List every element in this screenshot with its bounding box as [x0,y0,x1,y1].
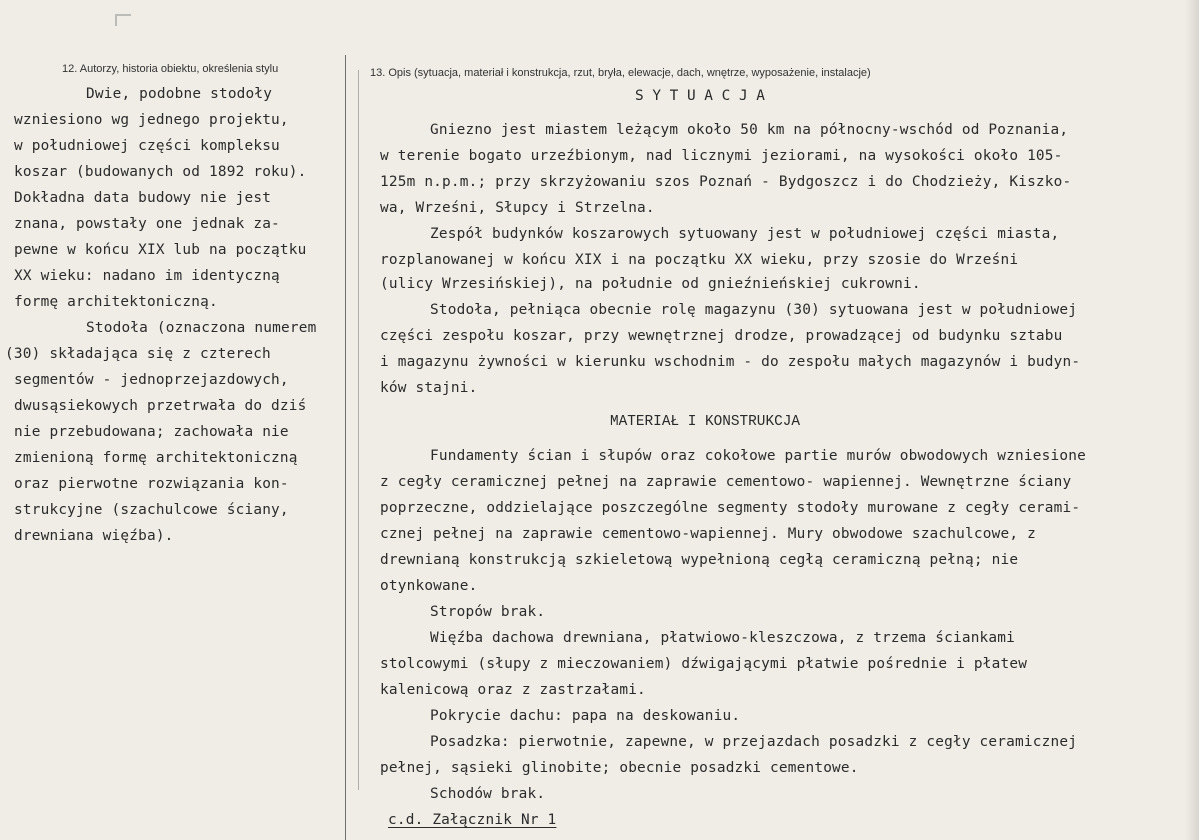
situation-line: rozplanowanej w końcu XIX i na początku XX wieku, przy szosie do Wrześni [380,252,1019,268]
left-line: koszar (budowanych od 1892 roku). [14,164,307,180]
situation-line: (ulicy Wrzesińskiej), na południe od gnieźnieńskiej cukrowni. [380,276,921,292]
situation-line: 125m n.p.m.; przy skrzyżowaniu szos Poznań - Bydgoszcz i do Chodzieży, Kiszko- [380,174,1072,190]
left-line: pewne w końcu XIX lub na początku [14,242,307,258]
material-line: Posadzka: pierwotnie, zapewne, w przejazdach posadzki z cegły ceramicznej [430,734,1078,750]
situation-line: w terenie bogato urzeźbionym, nad licznymi jeziorami, na wysokości około 105- [380,148,1063,164]
left-line: Dokładna data budowy nie jest [14,190,272,206]
left-line: segmentów - jednoprzejazdowych, [14,372,289,388]
left-line: (30) składająca się z czterech [5,346,271,362]
situation-line: ków stajni. [380,380,478,396]
material-line: stolcowymi (słupy z mieczowaniem) dźwigającymi płatwie pośrednie i płatew [380,656,1028,672]
situation-line: części zespołu koszar, przy wewnętrznej drodze, prowadzącej od budynku sztabu [380,328,1063,344]
column-divider-inner [358,70,359,790]
sheet-edge-shadow [1185,0,1199,840]
left-line: dwusąsiekowych przetrwała do dziś [14,398,307,414]
material-line: Więźba dachowa drewniana, płatwiowo-kleszczowa, z trzema ściankami [430,630,1016,646]
situation-line: Stodoła, pełniąca obecnie rolę magazynu (30) sytuowana jest w południowej [430,302,1078,318]
column-divider [345,55,346,840]
material-line: Pokrycie dachu: papa na deskowaniu. [430,708,741,724]
situation-line: wa, Wrześni, Słupcy i Strzelna. [380,200,655,216]
left-column-header: 12. Autorzy, historia obiektu, określenia stylu [62,63,279,75]
left-line: nie przebudowana; zachowała nie [14,424,289,440]
material-line: Stropów brak. [430,604,546,620]
left-line: strukcyjne (szachulcowe ściany, [14,502,289,518]
material-line: pełnej, sąsieki glinobite; obecnie posadzki cementowe. [380,760,859,776]
material-line: cznej pełnej na zaprawie cementowo-wapiennej. Mury obwodowe szachulcowe, z [380,526,1036,542]
section-heading-situation: S Y T U A C J A [635,88,765,104]
left-line: wzniesiono wg jednego projektu, [14,112,289,128]
staple-mark [115,14,131,26]
material-line: kalenicową oraz z zastrzałami. [380,682,646,698]
situation-line: i magazynu żywności w kierunku wschodnim - do zespołu małych magazynów i budyn- [380,354,1081,370]
left-line: w południowej części kompleksu [14,138,280,154]
left-line: zmienioną formę architektoniczną [14,450,298,466]
right-column-header: 13. Opis (sytuacja, materiał i konstrukcja, rzut, bryła, elewacje, dach, wnętrze, wyposażenie, instalacje) [370,67,871,79]
left-line: XX wieku: nadano im identyczną [14,268,280,284]
material-line: Schodów brak. [430,786,546,802]
material-line: Fundamenty ścian i słupów oraz cokołowe partie murów obwodowych wzniesione [430,448,1086,464]
left-line: drewniana więźba). [14,528,174,544]
material-line: z cegły ceramicznej pełnej na zaprawie cementowo- wapiennej. Wewnętrzne ściany [380,474,1072,490]
left-line: formę architektoniczną. [14,294,218,310]
continuation-note: c.d. Załącznik Nr 1 [388,812,557,828]
left-line: oraz pierwotne rozwiązania kon- [14,476,289,492]
section-heading-material: MATERIAŁ I KONSTRUKCJA [610,414,800,430]
material-line: otynkowane. [380,578,478,594]
left-line: Stodoła (oznaczona numerem [86,320,317,336]
material-line: poprzeczne, oddzielające poszczególne segmenty stodoły murowane z cegły cerami- [380,500,1081,516]
left-line: znana, powstały one jednak za- [14,216,280,232]
left-line: Dwie, podobne stodoły [86,86,273,102]
situation-line: Zespół budynków koszarowych sytuowany jest w południowej części miasta, [430,226,1060,242]
material-line: drewnianą konstrukcją szkieletową wypełnioną cegłą ceramiczną pełną; nie [380,552,1019,568]
situation-line: Gniezno jest miastem leżącym około 50 km na północny-wschód od Poznania, [430,122,1069,138]
